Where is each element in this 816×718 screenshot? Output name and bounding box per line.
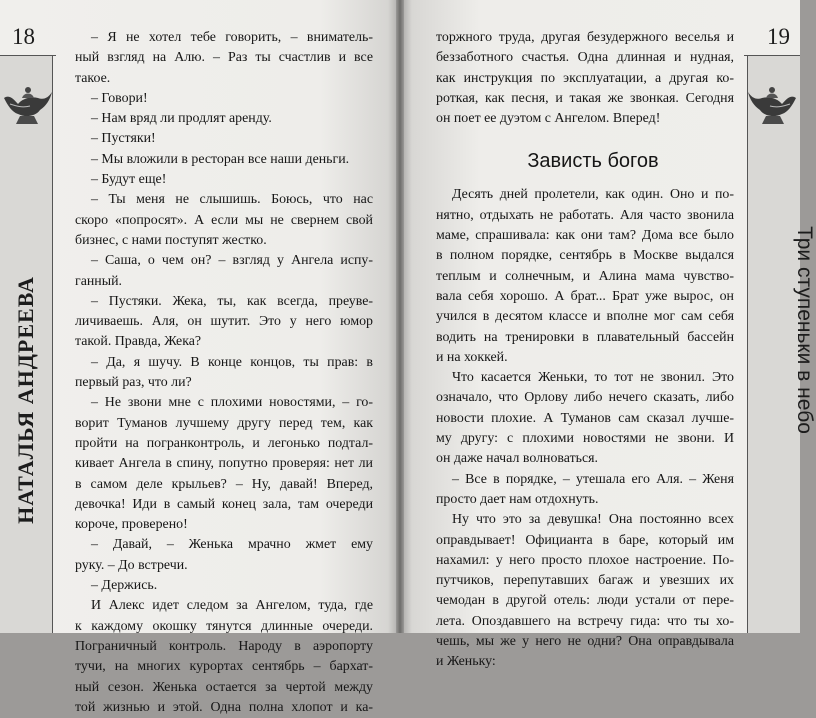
text-line: бизнес, с нами поступят жестко.	[75, 232, 267, 248]
text-line: вала себя хорошо. А брат... Брат уже вырос, он	[436, 288, 734, 304]
genie-lamp-icon	[0, 80, 54, 130]
text-line: – Я не хотел тебе говорить, – вниматель-	[91, 30, 373, 45]
text-line: – Говори!	[91, 90, 148, 106]
text-line: кивает Ангела в спину, попутно проверяя: нет ли	[75, 456, 373, 472]
text-line: и на хоккей.	[436, 349, 508, 365]
text-line: руку. – До встречи.	[75, 557, 188, 573]
text-line: оправдывает! Официанта в баре, который им	[436, 532, 734, 548]
text-line: скоро «попросят». А если мы не свернем свой	[75, 212, 373, 228]
text-line: лета. Опоздавшего на встречу гида: что ты хо-	[436, 613, 734, 629]
book-title: Три ступеньки в небо	[793, 226, 816, 434]
text-line: маме, спрашивала: как они там? Дома все было	[436, 228, 734, 244]
text-line: просто дает нам отдохнуть.	[436, 491, 599, 507]
chapter-heading: Зависть богов	[527, 150, 659, 173]
text-line: – Ты меня не слышишь. Боюсь, что нас	[91, 192, 373, 208]
text-line: к каждому окошку тянутся длинные очереди.	[75, 618, 373, 634]
text-line: водить на тренировки в плавательный бассейн	[436, 329, 734, 345]
page-number-left: 18	[12, 24, 35, 49]
text-line: – Саша, о чем он? – взгляд у Ангела испу-	[91, 253, 373, 269]
text-line: Пограничный контроль. Народу в аэропорту	[75, 638, 373, 654]
text-line: как инструкция по эксплуатации, а другая ко-	[436, 70, 734, 86]
text-line: такое.	[75, 70, 111, 86]
text-line: нятно, отдыхать не работать. Аля часто звонила	[436, 207, 734, 223]
text-line: чемодан в другой отель: люди устали от пере-	[436, 593, 734, 609]
text-line: тучи, на многих курортах сентябрь – бархат-	[75, 659, 373, 675]
left-page	[0, 0, 400, 715]
text-line: – Да, я шучу. В конце концов, ты прав: в	[91, 354, 373, 370]
text-line: И Алекс идет следом за Ангелом, туда, где	[91, 598, 373, 614]
text-line: торжного труда, другая безудержного веселья и	[436, 30, 734, 45]
author-name: НАТАЛЬЯ АНДРЕЕВА	[13, 276, 38, 524]
text-line: короче, проверено!	[75, 517, 188, 533]
text-line: – Пустяки!	[91, 131, 156, 147]
left-header-rule	[0, 55, 56, 56]
text-line: учился в десятом классе и вполне мог сам себя	[436, 309, 734, 325]
text-line: – Держись.	[91, 578, 158, 594]
text-line: означало, что Орлову либо нечего сказать, либо	[436, 390, 734, 406]
page-number-right: 19	[767, 24, 790, 49]
text-line: пройти на погранконтроль, и легонько подтал-	[75, 435, 373, 451]
right-header-rule	[744, 55, 800, 56]
text-line: ворит Туманов лучшему другу перед тем, как	[75, 415, 373, 431]
text-line: девочка! Иди в самый конец зала, там очереди	[75, 496, 373, 512]
text-line: той жизнью и этой. Одна полна хлопот и ка-	[75, 699, 373, 715]
text-line: такой. Правда, Жека?	[75, 334, 202, 350]
right-page	[400, 0, 816, 670]
book-gutter	[396, 0, 404, 633]
text-line: – Мы вложили в ресторан все наши деньги.	[91, 151, 350, 167]
left-page-body	[75, 28, 373, 718]
text-line: личиваешь. Аля, он шутит. Это у него юмор	[75, 314, 373, 330]
text-line: ный взгляд на Алю. – Раз ты счастлив и все	[75, 50, 373, 66]
text-line: он поет ее дуэтом с Ангелом. Вперед!	[436, 111, 661, 127]
text-line: – Пустяки. Жека, ты, как всегда, преуве-	[91, 293, 373, 309]
text-line: Что касается Женьки, то тот не звонил. Это	[452, 370, 734, 386]
text-line: путчиков, перепутавших багаж и увезших их	[436, 573, 734, 589]
text-line: Ну что это за девушка! Она постоянно всех	[452, 512, 734, 528]
text-line: первый раз, что ли?	[75, 375, 192, 391]
text-line: – Нам вряд ли продлят аренду.	[91, 111, 272, 127]
text-line: – Все в порядке, – утешала его Аля. – Женя	[452, 471, 734, 487]
text-line: в самом деле крыльев? – Ну, давай! Вперед,	[75, 476, 373, 492]
text-line: новости плохие. А Туманов сам сказал лучше-	[436, 410, 734, 426]
genie-lamp-icon	[746, 80, 800, 130]
text-line: ганный.	[75, 273, 122, 289]
text-line: роткая, как песня, и такая же звонкая. Сегодня	[436, 90, 734, 106]
text-line: – Не звони мне с плохими новостями, – го-	[91, 395, 373, 411]
text-line: ный сезон. Женька остается за чертой между	[75, 679, 373, 695]
text-line: теплым и солнечным, и Алина мама чувство-	[436, 268, 734, 284]
text-line: нахамил: у него просто плохое настроение. По-	[436, 552, 734, 568]
text-line: и Женьку:	[436, 654, 496, 670]
text-line: му другу: с плохими новостями не звони. И	[436, 431, 734, 447]
right-page-body	[436, 28, 734, 673]
text-line: чешь, мы же у него не одни? Она оправдывала	[436, 634, 734, 650]
text-line: – Будут еще!	[91, 172, 167, 188]
text-line: беззаботного счастья. Одна длинная и нудная,	[436, 50, 734, 66]
text-line: в полном порядке, сентябрь в Москве выдался	[436, 248, 734, 264]
text-line: он даже начал волноваться.	[436, 451, 599, 467]
text-line: – Давай, – Женька мрачно жмет ему	[91, 537, 373, 553]
text-line: Десять дней пролетели, как один. Оно и по-	[452, 187, 734, 203]
